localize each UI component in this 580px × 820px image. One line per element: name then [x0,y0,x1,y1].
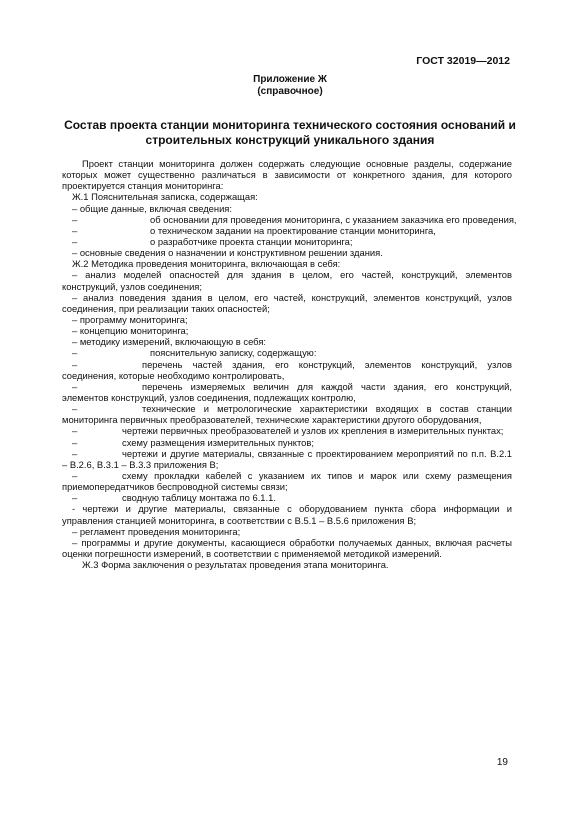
list-item: – пояснительную записку, содержащую: [72,347,317,359]
list-item: – о техническом задании на проектирование станции мониторинга, [72,224,436,236]
paragraph-line: Проект станции мониторинга должен содержать следующие основные разделы, содержание [82,158,512,169]
section-title-line: строительных конструкций уникального здания [145,133,435,147]
list-item: – технические и метрологические характеристики входящих в состав станции [72,403,512,415]
paragraph-line: мониторинга первичных преобразователей, технические характеристики другого оборудования, [62,414,482,426]
section-heading-zh2: Ж.2 Методика проведения мониторинга, включающая в себя: [72,258,341,270]
paragraph-line: управления станцией мониторинга, в соответствии с В.5.1 – В.5.6 приложения В; [62,514,417,526]
list-item: - чертежи и другие материалы, связанные с оборудованием пункта сбора информации и [72,503,512,515]
document-body [62,158,517,571]
list-item: – перечень измеряемых величин для каждой части здания, его конструкций, [72,380,512,392]
paragraph-line: соединения, при реализации таких опасностей; [62,302,270,314]
list-item: – сводную таблицу монтажа по 6.1.1. [72,492,276,504]
list-item: – общие данные, включая сведения: [72,202,232,214]
appendix-type: (справочное) [257,86,323,97]
section-title [60,118,520,148]
list-item: – перечень частей здания, его конструкций, элементов конструкций, узлов [72,358,512,370]
list-item: – анализ поведения здания в целом, его частей, конструкций, элементов конструкций, узлов [72,291,512,303]
list-item: – программу мониторинга; [72,313,188,325]
paragraph-line: конструкций, узлов соединения; [62,280,202,292]
paragraph-line: которых может существенно различаться в зависимости от конкретного здания, для которого [62,169,512,181]
paragraph-line: – В.2.6, В.3.1 – В.3.3 приложения В; [62,458,219,470]
list-item: – чертежи первичных преобразователей и узлов их крепления в измерительных пунктах; [72,425,504,437]
appendix-heading [0,74,580,98]
section-heading-zh1: Ж.1 Пояснительная записка, содержащая: [72,191,258,203]
list-item: – о разработчике проекта станции мониторинга; [72,235,353,247]
list-item: – регламент проведения мониторинга; [72,525,241,537]
list-item: – методику измерений, включающую в себя: [72,336,267,348]
section-heading-zh3: Ж.3 Форма заключения о результатах проведения этапа мониторинга. [82,559,389,571]
standard-code: ГОСТ 32019—2012 [416,55,510,67]
list-item: – основные сведения о назначении и конструктивном решении здания. [72,247,383,259]
list-item: – концепцию мониторинга; [72,325,189,337]
paragraph-line: оценки погрешности измерений, в соответствии с применяемой методикой измерений. [62,547,442,559]
paragraph-line: проектируется станция мониторинга: [62,180,224,192]
list-item: – об основании для проведения мониторинга, с указанием заказчика его проведения, [72,213,517,225]
list-item: – схему прокладки кабелей с указанием их типов и марок или схему размещения [72,469,512,481]
list-item: – анализ моделей опасностей для здания в целом, его частей, конструкций, элементов [72,269,512,281]
paragraph-line: приемопередатчиков беспроводной системы связи; [62,481,288,493]
paragraph-line: соединения, которые необходимо контролировать, [62,369,285,381]
page-number: 19 [496,757,508,768]
list-item: – программы и другие документы, касающиеся обработки получаемых данных, включая расчеты [72,536,512,548]
list-item: – чертежи и другие материалы, связанные с проектированием мероприятий по п.п. В.2.1 [72,447,512,459]
section-title-line: Состав проекта станции мониторинга технического состояния оснований и [64,118,516,132]
list-item: – схему размещения измерительных пунктов; [72,436,314,448]
appendix-label: Приложение Ж [253,74,327,85]
paragraph-line: элементов конструкций, узлов соединения, подлежащих контролю, [62,391,356,403]
